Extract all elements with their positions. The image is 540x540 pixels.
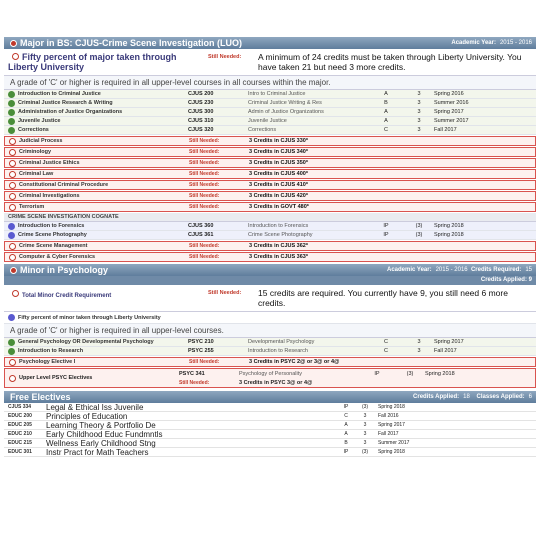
check-icon [8, 109, 15, 116]
course-grade: C [344, 413, 348, 419]
requirement-row[interactable] [4, 202, 536, 212]
minor-fifty-row: Fifty percent of minor taken through Liberty University [4, 312, 536, 324]
course-code[interactable]: CJUS 320 [188, 127, 214, 133]
course-row[interactable] [4, 117, 536, 126]
status-text: Still Needed: [208, 290, 242, 296]
requirement-row[interactable] [4, 191, 536, 201]
requirement-name: Criminology [19, 149, 52, 155]
requirement-detail: 3 Credits in CJUS 340* [249, 149, 308, 155]
course-term: Spring 2017 [434, 109, 464, 115]
status-icon [10, 40, 17, 47]
course-row[interactable] [4, 90, 536, 99]
unmet-icon [12, 290, 19, 297]
course-code[interactable]: EDUC 200 [8, 413, 32, 419]
course-grade: C [384, 339, 388, 345]
course-title: Introduction to Research [248, 348, 308, 354]
course-grade: A [384, 91, 388, 97]
course-code[interactable]: EDUC 301 [8, 449, 32, 455]
course-code[interactable]: CJUS 300 [188, 109, 214, 115]
course-code[interactable]: EDUC 205 [8, 422, 32, 428]
status-icon [10, 267, 17, 274]
check-icon [8, 118, 15, 125]
status-text: Still Needed: [189, 243, 220, 249]
unmet-icon [9, 243, 16, 250]
course-credits: 3 [417, 348, 421, 354]
check-icon [8, 91, 15, 98]
course-row[interactable] [4, 99, 536, 108]
course-code[interactable]: CJUS 361 [188, 232, 214, 238]
minor-header[interactable] [4, 264, 536, 276]
upper-level-block[interactable]: Upper Level PSYC Electives PSYC 341 Psychology of Personality IP (3) Spring 2018 Still Needed: 3 Credits in PSYC 3@ or 4@ [4, 368, 536, 388]
requirement-detail: 3 Credits in CJUS 330* [249, 138, 308, 144]
course-credits: 3 [417, 339, 421, 345]
requirement-row[interactable] [4, 241, 536, 251]
electives-header[interactable] [4, 391, 536, 403]
course-grade: A [384, 118, 388, 124]
requirement-name: Criminal Justice Ethics [19, 160, 80, 166]
unmet-icon [9, 160, 16, 167]
course-row[interactable] [4, 126, 536, 135]
course-code[interactable]: EDUC 210 [8, 431, 32, 437]
major-header[interactable] [4, 37, 536, 49]
course-code[interactable]: CJUS 230 [188, 100, 214, 106]
course-credits: 3 [363, 413, 367, 419]
course-code[interactable]: CJUS 360 [188, 223, 214, 229]
course-term: Fall 2017 [434, 348, 457, 354]
course-title: Learning Theory & Portfolio De [46, 420, 156, 430]
course-title: Wellness Early Childhood Stng [46, 438, 156, 448]
course-term: Summer 2016 [434, 100, 469, 106]
course-term: Spring 2017 [378, 422, 405, 428]
status-text: Still Needed: [189, 160, 220, 166]
minor-grade-note: A grade of 'C' or higher is required in all upper-level courses. [4, 324, 536, 338]
requirement-row[interactable] [4, 136, 536, 146]
course-code[interactable]: PSYC 255 [188, 348, 214, 354]
requirement-message: A minimum of 24 credits must be taken through Liberty University. You have taken 21 but need 3 more credits. [258, 52, 522, 72]
requirement-name: Crime Scene Management [19, 243, 88, 249]
check-icon [8, 127, 15, 134]
requirement-detail: 3 Credits in CJUS 350* [249, 160, 308, 166]
course-title: Instr Pract for Math Teachers [46, 447, 149, 457]
course-row[interactable] [4, 222, 536, 231]
course-grade: IP [383, 232, 389, 238]
requirement-row[interactable] [4, 180, 536, 190]
requirement-detail: 3 Credits in GOVT 480* [249, 204, 309, 210]
check-icon [8, 348, 15, 355]
requirement-detail: 3 Credits in CJUS 410* [249, 182, 308, 188]
course-requirement: General Psychology OR Developmental Psychology [18, 339, 154, 345]
course-credits: 3 [417, 127, 421, 133]
requirement-row[interactable] [4, 158, 536, 168]
course-requirement: Criminal Justice Research & Writing [18, 100, 113, 106]
course-title: Admin of Justice Organizations [248, 109, 324, 115]
grade-note: A grade of 'C' or higher is required in all upper-level courses in all courses within the major. [4, 76, 536, 90]
course-credits: 3 [417, 100, 421, 106]
course-title: Developmental Psychology [248, 339, 315, 345]
requirement-name: Criminal Investigations [19, 193, 80, 199]
course-credits: 3 [363, 422, 367, 428]
unmet-icon [12, 53, 19, 60]
minor-title: Minor in Psychology [20, 265, 109, 275]
course-requirement: Introduction to Forensics [18, 223, 85, 229]
unmet-icon [9, 204, 16, 211]
course-grade: C [384, 127, 388, 133]
course-term: Summer 2017 [378, 440, 410, 446]
course-term: Fall 2017 [378, 431, 399, 437]
unmet-icon [9, 182, 16, 189]
course-title: Legal & Ethical Iss Juvenile [46, 402, 144, 412]
in-progress-icon [8, 223, 15, 230]
status-text: Still Needed: [189, 138, 220, 144]
course-code[interactable]: EDUC 215 [8, 440, 32, 446]
course-grade: B [384, 100, 388, 106]
course-requirement: Corrections [18, 127, 49, 133]
course-grade: B [344, 440, 348, 446]
requirement-label: Fifty percent of major taken through Liberty University [8, 52, 177, 72]
course-grade: IP [343, 449, 349, 455]
in-progress-icon [8, 232, 15, 239]
course-term: Fall 2016 [378, 413, 399, 419]
requirement-row[interactable] [4, 147, 536, 157]
in-progress-icon [8, 314, 15, 321]
course-row[interactable] [4, 338, 536, 347]
status-text: Still Needed: [189, 171, 220, 177]
electives-title: Free Electives [10, 392, 71, 402]
minor-total-row [4, 285, 536, 312]
check-icon [8, 100, 15, 107]
major-fifty-percent-row [4, 49, 536, 76]
course-title: Introduction to Forensics [248, 223, 309, 229]
elective-row[interactable] [4, 448, 536, 457]
course-term: Spring 2017 [434, 339, 464, 345]
requirement-detail: 3 Credits in CJUS 362* [249, 243, 308, 249]
requirement-name: Judicial Process [19, 138, 63, 144]
unmet-icon [9, 375, 16, 382]
status-text: Still Needed: [189, 182, 220, 188]
course-credits: 3 [417, 109, 421, 115]
major-academic-year: Academic Year: 2015 - 2016 [451, 40, 532, 46]
course-term: Fall 2017 [434, 127, 457, 133]
course-grade: A [344, 422, 348, 428]
course-grade: A [344, 431, 348, 437]
course-row[interactable] [4, 231, 536, 240]
requirement-detail: 3 Credits in CJUS 400* [249, 171, 308, 177]
status-text: Still Needed: [208, 54, 242, 60]
course-term: Spring 2018 [378, 449, 405, 455]
status-text: Still Needed: [189, 204, 220, 210]
course-credits: 3 [363, 440, 367, 446]
requirement-row[interactable] [4, 169, 536, 179]
course-credits: 3 [417, 91, 421, 97]
course-title: Crime Scene Photography [248, 232, 313, 238]
requirement-name: Computer & Cyber Forensics [19, 254, 96, 260]
course-title: Juvenile Justice [248, 118, 287, 124]
major-title: Major in BS: CJUS-Crime Scene Investigation (LUO) [20, 38, 243, 48]
requirement-name: Terrorism [19, 204, 45, 210]
course-credits: (3) [361, 404, 369, 410]
unmet-icon [9, 171, 16, 178]
cognate-title: CRIME SCENE INVESTIGATION COGNATE [4, 213, 536, 222]
course-requirement: Administration of Justice Organizations [18, 109, 123, 115]
course-term: Spring 2018 [378, 404, 405, 410]
course-grade: IP [383, 223, 389, 229]
course-credits: 3 [417, 118, 421, 124]
course-code[interactable]: CJUS 334 [8, 404, 32, 410]
course-title: Principles of Education [46, 411, 128, 421]
status-text: Still Needed: [189, 254, 220, 260]
course-title: Corrections [248, 127, 277, 133]
unmet-icon [9, 254, 16, 261]
course-term: Spring 2016 [434, 91, 464, 97]
course-term: Spring 2018 [434, 232, 464, 238]
course-title: Criminal Justice Writing & Res [248, 100, 322, 106]
course-requirement: Crime Scene Photography [18, 232, 87, 238]
course-code[interactable]: PSYC 210 [188, 339, 214, 345]
course-row[interactable] [4, 108, 536, 117]
unmet-icon [9, 359, 16, 366]
requirement-detail: 3 Credits in CJUS 420* [249, 193, 308, 199]
check-icon [8, 339, 15, 346]
unmet-icon [9, 149, 16, 156]
course-requirement: Introduction to Criminal Justice [18, 91, 101, 97]
status-text: Still Needed: [189, 193, 220, 199]
course-grade: A [384, 109, 388, 115]
requirement-row[interactable]: Psychology Elective I Still Needed: 3 Credits in PSYC 2@ or 3@ or 4@ [4, 357, 536, 367]
course-code[interactable]: CJUS 310 [188, 118, 214, 124]
course-credits: (3) [415, 232, 423, 238]
requirement-row[interactable] [4, 252, 536, 262]
unmet-icon [9, 193, 16, 200]
unmet-icon [9, 138, 16, 145]
course-credits: (3) [415, 223, 423, 229]
course-requirement: Introduction to Research [18, 348, 84, 354]
course-grade: C [384, 348, 388, 354]
course-grade: IP [343, 404, 349, 410]
requirement-label: Total Minor Credit Requirement [22, 293, 112, 299]
requirement-detail: 3 Credits in CJUS 363* [249, 254, 308, 260]
course-credits: 3 [363, 431, 367, 437]
course-title: Early Childhood Educ Fundmntls [46, 429, 163, 439]
minor-meta: Academic Year: 2015 - 2016 Credits Required: 15 [387, 267, 532, 273]
requirement-name: Constitutional Criminal Procedure [19, 182, 109, 188]
course-requirement: Juvenile Justice [18, 118, 61, 124]
course-row[interactable] [4, 347, 536, 356]
course-code[interactable]: CJUS 200 [188, 91, 214, 97]
course-credits: (3) [361, 449, 369, 455]
electives-meta: Credits Applied: 18 Classes Applied: 6 [413, 394, 532, 400]
course-term: Summer 2017 [434, 118, 469, 124]
course-term: Spring 2018 [434, 223, 464, 229]
course-title: Intro to Criminal Justice [248, 91, 306, 97]
requirement-name: Criminal Law [19, 171, 54, 177]
minor-credits-applied: Credits Applied: 9 [4, 276, 536, 285]
status-text: Still Needed: [189, 149, 220, 155]
requirement-message: 15 credits are required. You currently have 9, you still need 6 more credits. [258, 288, 508, 308]
